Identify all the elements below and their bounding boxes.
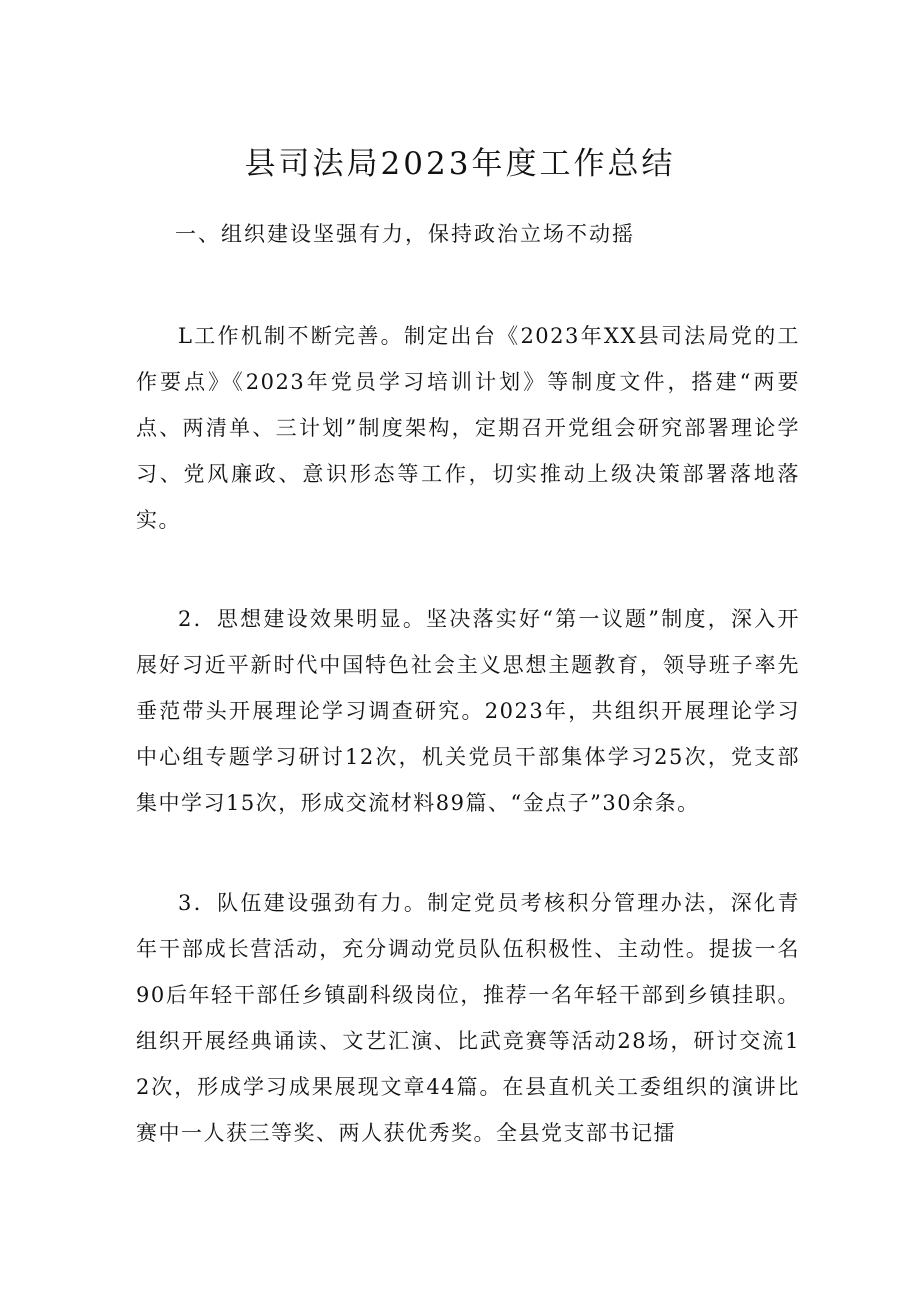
- paragraph-team-building: 3．队伍建设强劲有力。制定党员考核积分管理办法，深化青年干部成长营活动，充分调动党员队伍积极性、主动性。提拔一名90后年轻干部任乡镇副科级岗位，推荐一名年轻干部到乡镇挂职。组织开展经典诵读、文艺汇演、比武竞赛等活动28场，研讨交流12次，形成学习成果展现文章44篇。在县直机关工委组织的演讲比赛中一人获三等奖、两人获优秀奖。全县党支部书记擂: [136, 891, 800, 1145]
- paragraph-ideological-building: 2．思想建设效果明显。坚决落实好“第一议题”制度，深入开展好习近平新时代中国特色社会主义思想主题教育，领导班子率先垂范带头开展理论学习调查研究。2023年，共组织开展理论学习中心组专题学习研讨12次，机关党员干部集体学习25次，党支部集中学习15次，形成交流材料89篇、“金点子”30余条。: [136, 607, 800, 815]
- document-title: 县司法局2023年度工作总结: [244, 146, 676, 182]
- paragraph-work-mechanism: L工作机制不断完善。制定出台《2023年XX县司法局党的工作要点》《2023年党员学习培训计划》等制度文件，搭建“两要点、两清单、三计划”制度架构，定期召开党组会研究部署理论学习、党风廉政、意识形态等工作，切实推动上级决策部署落地落实。: [136, 324, 800, 532]
- section-heading: 一、组织建设坚强有力，保持政治立场不动摇: [175, 222, 635, 246]
